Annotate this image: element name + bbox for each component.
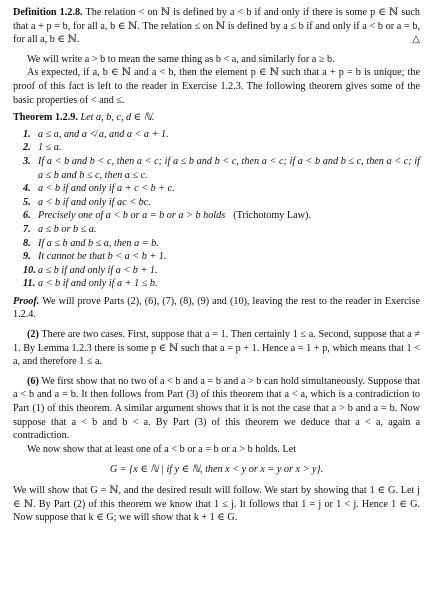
part-text: Precisely one of a < b or a = b or a > b holds <box>38 210 226 222</box>
part-text: a ≤ a, and a ≮ a, and a < a + 1. <box>38 128 169 140</box>
theorem-part <box>23 223 420 237</box>
part-text: If a ≤ b and b ≤ a, then a = b. <box>38 237 159 249</box>
proof-part2-label: (2) <box>27 329 39 341</box>
part-number: 8. <box>23 237 31 249</box>
part-text: a < b if and only if a + 1 ≤ b. <box>38 278 158 290</box>
part-text: a ≤ b if and only if a < b + 1. <box>38 264 158 276</box>
proof-part2-paragraph <box>13 328 420 369</box>
definition-text: The relation < on ℕ is defined by a < b if and only if there is some p ∈ ℕ such that a + p = b, for all a, b ∈ ℕ. The relation ≤ on ℕ is defined by a ≤ b if and only if a < b or a = b, for all a, b ∈ ℕ. <box>13 7 420 46</box>
part-text: a < b if and only if ac < bc. <box>38 196 151 208</box>
part-number: 3. <box>23 155 31 167</box>
proof-part6-continuation: We now show that at least one of a < b or a = b or a > b holds. Let <box>27 443 297 455</box>
definition-end-mark: △ <box>412 34 420 46</box>
part-number: 4. <box>23 183 31 195</box>
theorem-part <box>23 250 420 264</box>
proof-label: Proof. <box>13 295 40 307</box>
theorem-statement: Let a, b, c, d ∈ ℕ. <box>80 112 155 124</box>
proof-closing-paragraph: We will show that G = ℕ, and the desired result will follow. We start by showing that 1 ∈ G. Let j ∈ ℕ. By Part (2) of this theorem we know that 1 ≤ j. It follows that 1 = j or 1 < j. Hence 1 ∈ G. Now suppose that k ∈ G; we will show that k + 1 ∈ G. <box>13 485 420 524</box>
theorem-part <box>23 264 420 278</box>
part-text: It cannot be that b < a < b + 1. <box>38 251 167 263</box>
set-g-definition: G = {x ∈ ℕ | if y ∈ ℕ, then x < y or x = y or x > y}. <box>109 464 324 476</box>
theorem-part <box>23 196 420 210</box>
part-number: 10. <box>23 264 36 276</box>
theorem-part <box>23 128 420 142</box>
trichotomy-aside: (Trichotomy Law). <box>233 210 311 222</box>
part-number: 6. <box>23 210 31 222</box>
proof-intro-paragraph <box>13 295 420 322</box>
part-number: 5. <box>23 196 31 208</box>
notation-paragraph: We will write a > b to mean the same thing as b < a, and similarly for a ≥ b. <box>27 53 335 65</box>
part-number: 7. <box>23 223 31 235</box>
part-number: 1. <box>23 128 31 140</box>
theorem-part <box>23 155 420 182</box>
theorem-parts-list <box>13 128 420 291</box>
theorem-part <box>23 141 420 155</box>
theorem-label: Theorem 1.2.9. <box>13 112 78 124</box>
part-number: 9. <box>23 251 31 263</box>
part-text: If a < b and b < c, then a < c; if a ≤ b and b < c, then a < c; if a < b and b ≤ c, then a < c; if a ≤ b and b ≤ c, then a ≤ c. <box>38 155 420 181</box>
definition-paragraph <box>13 6 420 47</box>
theorem-heading <box>13 111 420 125</box>
definition-label: Definition 1.2.8. <box>13 7 83 18</box>
proof-part6-label: (6) <box>27 375 39 387</box>
proof-part6-text: We first show that no two of a < b and a = b and a > b can hold simultaneously. Suppose that a < b and a = b. It then follows from Part (3) of this theorem that a < a, which is a contradiction to Part (1) of this theorem. A similar argument shows that it is not the case that a > b and a = b. Now suppose that a < b and b < a. By Part (3) of this theorem we deduce that a < a, again a contradiction. <box>13 375 420 442</box>
part-text: 1 ≤ a. <box>38 142 62 154</box>
part-text: a ≤ b or b ≤ a. <box>38 223 97 235</box>
theorem-part <box>23 237 420 251</box>
proof-part2-text: There are two cases. First, suppose that a = 1. Then certainly 1 ≤ a. Second, suppose that a ≠ 1. By Lemma 1.2.3 there is some p ∈ ℕ such that a = p + 1. Hence a = 1 + p, which means that 1 < a, and therefore 1 ≤ a. <box>13 329 420 368</box>
part-text: a < b if and only if a + c < b + c. <box>38 183 175 195</box>
theorem-part <box>23 182 420 196</box>
proof-intro-text: We will prove Parts (2), (6), (7), (8), (9) and (10), leaving the rest to the reader in Exercise 1.2.4. <box>13 295 420 321</box>
proof-part6-paragraph <box>13 375 420 443</box>
part-number: 2. <box>23 142 31 154</box>
theorem-part <box>23 277 420 291</box>
part-number: 11. <box>23 278 36 290</box>
theorem-part <box>23 209 420 223</box>
uniqueness-paragraph: As expected, if a, b ∈ ℕ and a < b, then the element p ∈ ℕ such that a + p = b is unique; the proof of this fact is left to the reader in Exercise 1.2.3. The following theorem gives some of the basic properties of < and ≤. <box>13 67 420 106</box>
part-text-container <box>38 209 420 223</box>
